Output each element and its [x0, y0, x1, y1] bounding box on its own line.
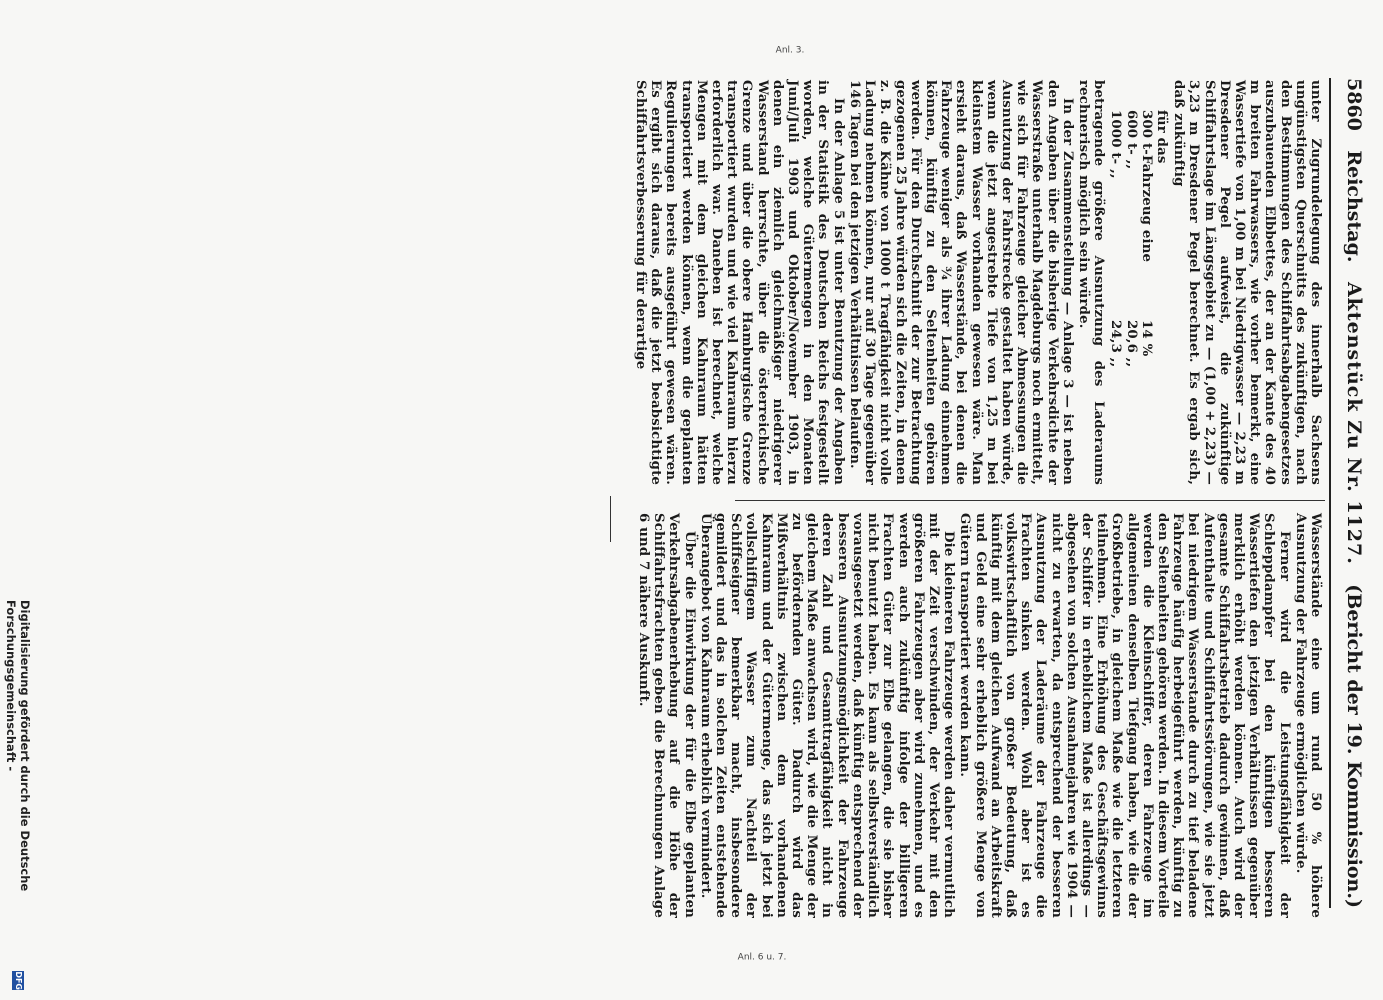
- paragraph: Wasserstände eine um rund 50 % höhere Ausnutzung der Fahrzeuge ermöglichen würde.: [1292, 513, 1323, 918]
- margin-note-left: Anl. 3.: [775, 45, 805, 56]
- separator-dash: [610, 496, 611, 542]
- page-header: [1329, 78, 1365, 908]
- figure-row: 1000 t- ,, 24,3 ,,: [1108, 110, 1124, 368]
- capacity-figures: [1108, 110, 1169, 485]
- dfg-logo-icon: DFG: [14, 971, 23, 990]
- margin-note-right: Anl. 6 u. 7.: [737, 952, 787, 963]
- page-number: 5860: [1343, 78, 1365, 131]
- section-title: (Bericht der 19. Kommission.): [1343, 584, 1365, 908]
- figure-intro: für das: [1153, 110, 1169, 164]
- paragraph: unter Zugrundelegung des innerhalb Sachsens ungünstigsten Querschnitts des zukünftigen, nach den Bestimmungen des Schiffahrtsabgabengesetzes auszubauenden Elbbettes, der an der Kante des 40 m breiten Fahrwassers, wie vorher bemerkt, eine Wassertiefe von 1,00 m bei Niedrigwasser — 2,23 m Dresdener Pegel aufweist, die zukünftige Schiffahrtslage im Längsgebiet zu — (1,00 + 2,23) — 3,23 m Dresdener Pegel berechnet. Es ergab sich, daß zukünftig: [1171, 80, 1323, 485]
- document-reference: Aktenstück Zu Nr. 1127.: [1343, 281, 1365, 565]
- figure-row: 600 t- ,, 20,6 ,,: [1123, 110, 1139, 368]
- paragraph: Über die Einwirkung der für die Elbe geplanten Verkehrsabgabenerhebung auf die Höhe der Schiffahrtsfrachten geben die Berechnungen Anlage 6 und 7 nähere Auskunft.: [636, 513, 697, 918]
- right-column: [635, 513, 1323, 918]
- paragraph: betragende größere Ausnutzung des Laderaums rechnerisch möglich sein würde.: [1075, 80, 1107, 485]
- credit-text: Digitalisierung gefördert durch die Deutsche Forschungsgemeinschaft -: [4, 600, 32, 892]
- left-column: [632, 80, 1323, 485]
- paragraph: In der Zusammenstellung — Anlage 3 — ist neben den Angaben über die bisherige Verkehrsdichte der Wasserstraße unterhalb Magdeburgs noch ermittelt, wie sich für Fahrzeuge gleicher Abmessungen die Ausnutzung der Fahrstrecke gestaltet haben würde, wenn die jetzt angestrebte Tiefe von 1,25 m bei kleinstem Wasser vorhanden gewesen wäre. Man ersieht daraus, daß Wasserstände, bei denen die Fahrzeuge weniger als ¾ ihrer Ladung einnehmen können, künftig zu den Seltenheiten gehören werden. Für den Durchschnitt der zur Betrachtung gezogenen 25 Jahre würden sich die Zeiten, in denen z. B. die Kähne von 1000 t Tragfähigkeit nicht volle Ladung nehmen können, nur auf 30 Tage gegenüber 146 Tagen bei den jetzigen Verhältnissen belaufen.: [846, 80, 1075, 485]
- column-divider: [735, 500, 1325, 501]
- paragraph: In der Anlage 5 ist unter Benutzung der Angaben in der Statistik des Deutschen Reichs festgestellt worden, welche Gütermengen in den Monaten Juni/Juli 1903 und Oktober/November 1903, in denen ein ziemlich gleichmäßiger niedrigerer Wasserstand herrschte, über die österreichische Grenze und über die obere Hamburgische Grenze transportiert wurden und wie viel Kahnraum hierzu erforderlich war. Daneben ist berechnet, welche Mengen mit dem gleichen Kahnraum hätten transportiert werden können, wenn die geplanten Regulierungen bereits ausgeführt gewesen wären. Es ergibt sich daraus, daß die jetzt beabsichtigte Schiffahrtsverbesserung für derartige: [633, 80, 846, 485]
- paragraph: Ferner wird die Leistungsfähigkeit der Schleppdampfer bei den künftigen besseren Wassertiefen den jetzigen Verhältnissen gegenüber merklich erhöht werden können. Auch wird der gesamte Schiffahrtsbetrieb dadurch gewinnen, daß Aufenthalte und Schiffahrtsstörungen, wie sie jetzt bei niedrigem Wasserstande durch zu tief beladene Fahrzeuge häufig herbeigeführt werden, künftig zu den Seltenheiten gehören werden. In diesem Vorteile werden die Kleinschiffer, deren Fahrzeuge im allgemeinen denselben Tiefgang haben, wie die der Großbetriebe, in gleichem Maße wie die letzteren teilnehmen. Eine Erhöhung des Geschäftsgewinns der Schiffer in erheblichem Maße ist allerdings — abgesehen von solchen Ausnahmejahren wie 1904 — nicht zu erwarten, da entsprechend der besseren Ausnutzung der Laderäume der Fahrzeuge die Frachten sinken werden. Wohl aber ist es volkswirtschaftlich von großer Bedeutung, daß künftig mit dem gleichen Aufwand an Arbeitskraft und Geld eine sehr erheblich größere Menge von Gütern transportiert werden kann.: [957, 513, 1292, 918]
- figure-row: 300 t-Fahrzeug eine 14 %: [1138, 110, 1154, 357]
- publication-title: Reichstag.: [1343, 150, 1365, 263]
- paragraph: Die kleineren Fahrzeuge werden daher vermutlich mit der Zeit verschwinden, der Verkehr mit den größeren Fahrzeugen aber wird zunehmen, und es werden auch zukünftig infolge der billigeren Frachten Güter zur Elbe gelangen, die sie bisher nicht benutzt haben. Es kann als selbstverständlich vorausgesetzt werden, daß künftig entsprechend der besseren Ausnutzungsmöglichkeit der Fahrzeuge deren Zahl und Gesamttragfähigkeit nicht in gleichem Maße anwachsen wird, wie die Menge der zu befördernden Güter. Dadurch wird das Mißverhältnis zwischen dem vorhandenen Kahnraum und der Gütermenge, das sich jetzt bei vollschiffigem Wasser zum Nachteil der Schiffseigner bemerkbar macht, insbesondere gemildert und das in solchen Zeiten entstehende Überangebot von Kahnraum erheblich vermindert.: [697, 513, 957, 918]
- digitization-credit: [4, 600, 32, 990]
